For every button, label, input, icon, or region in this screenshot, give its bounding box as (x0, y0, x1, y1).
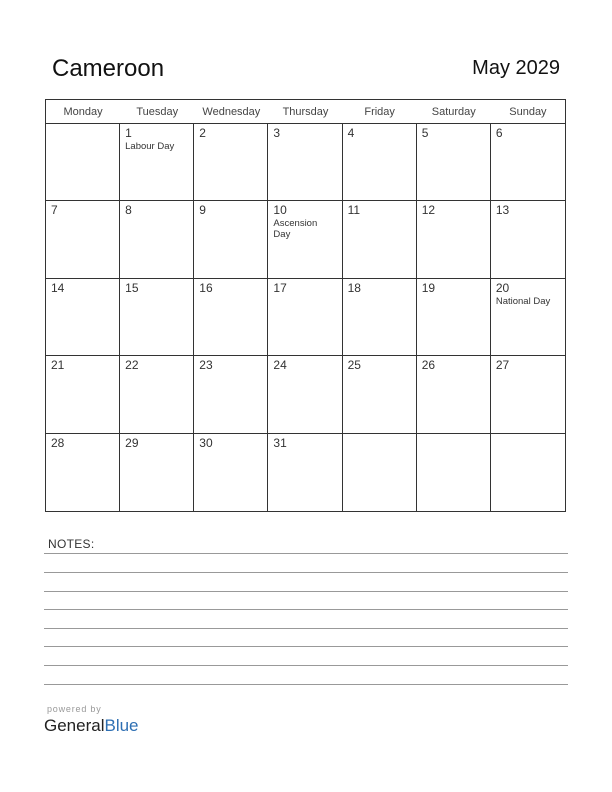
notes-line (44, 646, 568, 647)
day-cell (417, 279, 491, 356)
weeks-grid (46, 124, 565, 511)
day-number: 17 (273, 280, 287, 295)
empty-day-cell (417, 434, 491, 511)
day-cell (343, 201, 417, 278)
day-cell (268, 356, 342, 433)
day-number: 26 (421, 358, 436, 373)
notes-line (44, 628, 568, 629)
weekday-saturday: Saturday (431, 106, 476, 118)
day-number: 24 (273, 358, 287, 373)
day-number: 31 (273, 435, 287, 450)
day-cell (491, 356, 565, 433)
day-cell (491, 279, 565, 356)
brand-logo (44, 716, 139, 736)
day-number: 4 (347, 126, 355, 140)
holiday-label: National Day (495, 295, 551, 307)
day-number: 5 (421, 126, 429, 140)
notes-line (44, 553, 568, 554)
day-number: 11 (347, 203, 361, 218)
calendar-grid (45, 99, 566, 512)
day-number: 23 (199, 358, 213, 373)
day-number: 27 (495, 358, 510, 373)
weekday-monday: Monday (63, 106, 103, 118)
holiday-label: Ascension Day (273, 218, 318, 241)
day-cell (417, 356, 491, 433)
day-number: 1 (125, 126, 132, 140)
day-number: 14 (51, 280, 65, 295)
day-number: 28 (51, 435, 65, 450)
notes-line (44, 572, 568, 573)
notes-line (44, 665, 568, 666)
day-number: 6 (495, 126, 503, 140)
day-cell (120, 201, 194, 278)
day-number: 18 (347, 280, 361, 295)
day-number: 20 (495, 280, 510, 295)
brand-blue: Blue (104, 716, 139, 735)
notes-line (44, 609, 568, 610)
day-cell (343, 356, 417, 433)
month-title: May 2029 (472, 57, 560, 79)
day-number: 13 (495, 203, 510, 218)
empty-day-cell (491, 434, 565, 511)
day-cell (268, 201, 342, 278)
weekday-tuesday: Tuesday (136, 106, 179, 118)
day-number: 22 (125, 358, 139, 373)
day-cell (194, 201, 268, 278)
day-number: 10 (273, 203, 287, 218)
weekday-friday: Friday (364, 106, 395, 118)
notes-label: NOTES: (48, 537, 95, 551)
day-number: 3 (273, 126, 281, 140)
weekday-wednesday: Wednesday (202, 106, 261, 118)
day-cell (120, 124, 194, 201)
day-number: 19 (421, 280, 436, 295)
day-cell (194, 356, 268, 433)
day-cell (194, 279, 268, 356)
day-cell (120, 279, 194, 356)
day-number: 29 (125, 435, 139, 450)
day-number: 30 (199, 435, 213, 450)
day-cell (46, 434, 120, 511)
day-cell (491, 124, 565, 201)
day-cell (120, 434, 194, 511)
day-cell (417, 201, 491, 278)
brand-general: General (44, 716, 105, 735)
day-cell (417, 124, 491, 201)
weekday-header (46, 100, 565, 124)
day-number: 16 (199, 280, 213, 295)
notes-line (44, 591, 568, 592)
day-cell (46, 356, 120, 433)
day-cell (194, 124, 268, 201)
day-number: 15 (125, 280, 139, 295)
day-number: 2 (199, 126, 206, 140)
day-number: 12 (421, 203, 436, 218)
day-number: 25 (347, 358, 361, 373)
day-number: 21 (51, 358, 65, 373)
powered-by-text: powered by (47, 704, 102, 714)
day-cell (268, 434, 342, 511)
day-number: 9 (199, 203, 206, 218)
day-cell (343, 124, 417, 201)
day-number: 8 (125, 203, 132, 218)
weekday-thursday: Thursday (282, 106, 329, 118)
empty-day-cell (343, 434, 417, 511)
day-cell (46, 279, 120, 356)
day-cell (343, 279, 417, 356)
day-cell (268, 279, 342, 356)
day-cell (268, 124, 342, 201)
day-number: 7 (51, 203, 58, 218)
day-cell (46, 201, 120, 278)
holiday-label: Labour Day (125, 141, 175, 152)
day-cell (491, 201, 565, 278)
weekday-sunday: Sunday (509, 106, 547, 118)
day-cell (120, 356, 194, 433)
empty-day-cell (46, 124, 120, 201)
country-title: Cameroon (52, 55, 165, 82)
notes-line (44, 684, 568, 685)
day-cell (194, 434, 268, 511)
